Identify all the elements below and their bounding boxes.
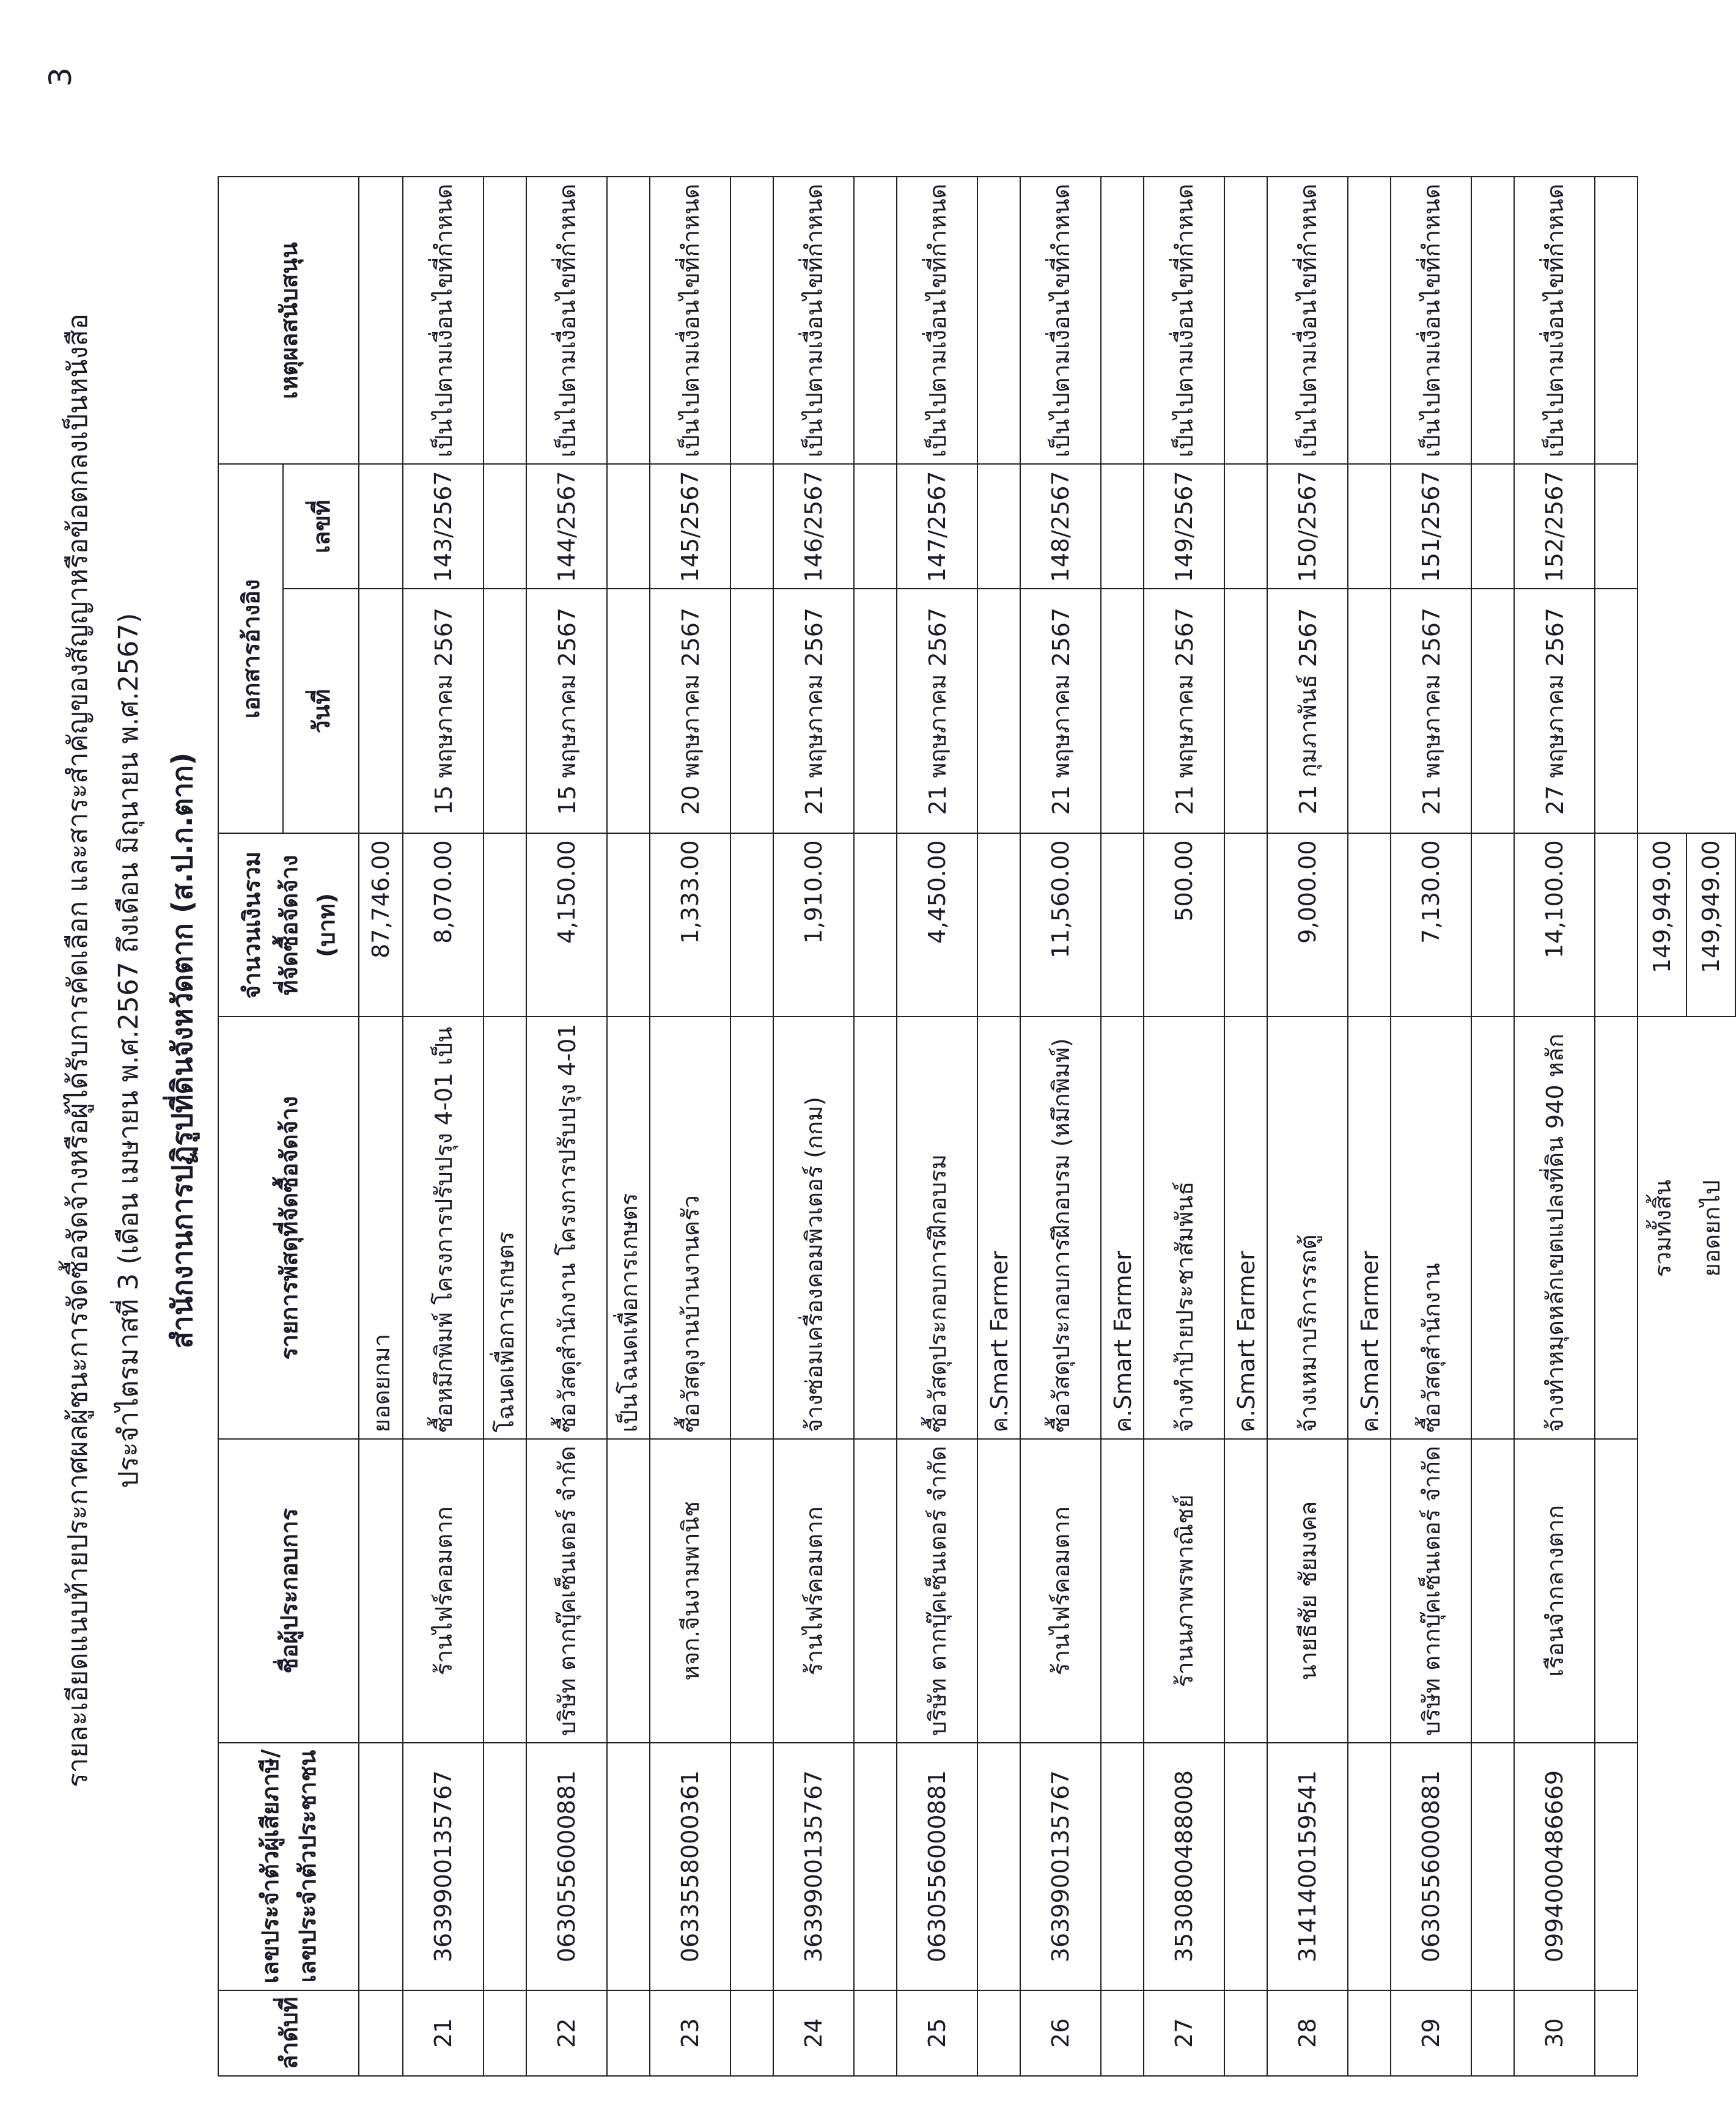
row-item-detail: [1471, 1017, 1514, 1439]
row-doc-no: 152/2567: [1514, 464, 1595, 589]
row-no: 21: [403, 1990, 484, 2076]
row-date: 21 พฤษภาคม 2567: [1144, 589, 1224, 833]
page-number: 3: [43, 67, 78, 87]
row-amount: 4,450.00: [897, 833, 977, 1017]
row-no: 22: [526, 1990, 607, 2076]
table-row: [1020, 177, 1101, 2077]
document-title: รายละเอียดแนบท้ายประกาศผลผู้ชนะการจัดซื้อจัดจ้างหรือผู้ได้รับการคัดเลือก และสาระสำคัญของสัญญาหรือข้อตกลงเป็นหนังสือ: [62, 314, 94, 1787]
total-row: [1686, 177, 1735, 2077]
total-label: รวมทั้งสิ้น: [1649, 1179, 1676, 1278]
col-reason: เหตุผลสนับสนุน: [218, 177, 359, 465]
table-row: [897, 177, 977, 2077]
row-amount: 9,000.00: [1267, 833, 1348, 1017]
col-doc-date: วันที่: [283, 589, 359, 833]
table-row-continued: [977, 177, 1020, 2077]
row-taxid: 3530800488008: [1144, 1743, 1224, 1990]
carry-in-amount: 87,746.00: [359, 833, 403, 1017]
row-item-detail: ค.Smart Farmer: [1101, 1017, 1144, 1439]
row-no: 26: [1020, 1990, 1101, 2076]
row-reason: เป็นไปตามเงื่อนไขที่กำหนด: [1391, 177, 1471, 465]
table-row: [773, 177, 854, 2077]
row-doc-no: 144/2567: [526, 464, 607, 589]
row-amount: 11,560.00: [1020, 833, 1101, 1017]
row-vendor: หจก.จีนงามพานิช: [650, 1439, 730, 1742]
row-no: 23: [650, 1990, 730, 2076]
header-row: [218, 177, 283, 2077]
row-taxid: 0994000486669: [1514, 1743, 1595, 1990]
table-row-continued: [1471, 177, 1514, 2077]
row-amount: 7,130.00: [1391, 833, 1471, 1017]
row-reason: เป็นไปตามเงื่อนไขที่กำหนด: [526, 177, 607, 465]
table-row-continued: [607, 177, 650, 2077]
row-doc-no: 143/2567: [403, 464, 484, 589]
row-no: 27: [1144, 1990, 1224, 2076]
row-reason: เป็นไปตามเงื่อนไขที่กำหนด: [650, 177, 730, 465]
table-row-continued: [854, 177, 897, 2077]
carry-in-label: ยอดยกมา: [359, 1017, 403, 1439]
row-vendor: เรือนจำกลางตาก: [1514, 1439, 1595, 1742]
row-taxid: 3639900135767: [773, 1743, 854, 1990]
table-row: [1514, 177, 1595, 2077]
table-row: [650, 177, 730, 2077]
row-doc-no: 149/2567: [1144, 464, 1224, 589]
row-date: 20 พฤษภาคม 2567: [650, 589, 730, 833]
row-item: ซื้อหมึกพิมพ์ โครงการปรับปรุง 4-01 เป็น: [403, 1017, 484, 1439]
row-amount: 4,150.00: [526, 833, 607, 1017]
agency-name: สำนักงานการปฏิรูปที่ดินจังหวัดตาก (ส.ป.ก.ตาก): [166, 752, 199, 1349]
row-item-detail: ค.Smart Farmer: [1348, 1017, 1391, 1439]
table-row: [526, 177, 607, 2077]
col-doc: เอกสารอ้างอิง: [218, 464, 283, 833]
row-reason: เป็นไปตามเงื่อนไขที่กำหนด: [403, 177, 484, 465]
row-date: 21 พฤษภาคม 2567: [897, 589, 977, 833]
table-row-continued: [484, 177, 526, 2077]
col-item: รายการพัสดุที่จัดซื้อจัดจ้าง: [218, 1017, 359, 1439]
row-reason: เป็นไปตามเงื่อนไขที่กำหนด: [1020, 177, 1101, 465]
col-vendor: ชื่อผู้ประกอบการ: [218, 1439, 359, 1742]
table-row: [1267, 177, 1348, 2077]
carry-out-label: ยอดยกไป: [1697, 1180, 1725, 1277]
total-amount: 149,949.00: [1638, 833, 1686, 1017]
row-item-detail: [730, 1017, 773, 1439]
carry-in-row: [359, 177, 403, 2077]
row-vendor: ร้านไฟร์คอมตาก: [403, 1439, 484, 1742]
row-doc-no: 146/2567: [773, 464, 854, 589]
row-item: ซื้อวัสดุประกอบการฝึกอบรม: [897, 1017, 977, 1439]
table-row: [1144, 177, 1224, 2077]
row-doc-no: 145/2567: [650, 464, 730, 589]
row-vendor: บริษัท ตากบุ๊คเซ็นเตอร์ จำกัด: [526, 1439, 607, 1742]
row-item: จ้างเหมาบริการรถตู้: [1267, 1017, 1348, 1439]
row-item-detail: ค.Smart Farmer: [977, 1017, 1020, 1439]
row-reason: เป็นไปตามเงื่อนไขที่กำหนด: [897, 177, 977, 465]
row-item-detail: [1595, 1017, 1638, 1439]
row-item: ซื้อวัสดุสำนักงาน โครงการปรับปรุง 4-01: [526, 1017, 607, 1439]
table-row-continued: [730, 177, 773, 2077]
col-doc-no: เลขที่: [283, 464, 359, 589]
row-doc-no: 147/2567: [897, 464, 977, 589]
row-vendor: ร้านไฟร์คอมตาก: [773, 1439, 854, 1742]
row-taxid: 3141400159541: [1267, 1743, 1348, 1990]
row-no: 29: [1391, 1990, 1471, 2076]
col-taxid: เลขประจำตัวผู้เสียภาษี/ เลขประจำตัวประชาชน: [218, 1743, 359, 1990]
row-item-detail: โฉนดเพื่อการเกษตร: [484, 1017, 526, 1439]
total-row: [1638, 177, 1686, 2077]
row-vendor: บริษัท ตากบุ๊คเซ็นเตอร์ จำกัด: [1391, 1439, 1471, 1742]
table-row-continued: [1595, 177, 1638, 2077]
row-amount: 500.00: [1144, 833, 1224, 1017]
row-taxid: 3639900135767: [403, 1743, 484, 1990]
row-no: 28: [1267, 1990, 1348, 2076]
row-no: 24: [773, 1990, 854, 2076]
row-item: ซื้อวัสดุประกอบการฝึกอบรม (หมึกพิมพ์): [1020, 1017, 1101, 1439]
row-item-detail: ค.Smart Farmer: [1224, 1017, 1267, 1439]
row-taxid: 0630556000881: [526, 1743, 607, 1990]
row-item: จ้างทำป้ายประชาสัมพันธ์: [1144, 1017, 1224, 1439]
row-taxid: 0630556000881: [1391, 1743, 1471, 1990]
row-item: จ้างทำหมุดหลักเขตแปลงที่ดิน 940 หลัก: [1514, 1017, 1595, 1439]
row-vendor: ร้านไฟร์คอมตาก: [1020, 1439, 1101, 1742]
table-row: [1391, 177, 1471, 2077]
col-no: ลำดับที่: [218, 1990, 359, 2076]
row-reason: เป็นไปตามเงื่อนไขที่กำหนด: [1267, 177, 1348, 465]
row-date: 21 กุมภาพันธ์ 2567: [1267, 589, 1348, 833]
procurement-table: [218, 177, 1736, 2077]
row-vendor: นายธีชัย ชัยมงคล: [1267, 1439, 1348, 1742]
row-doc-no: 148/2567: [1020, 464, 1101, 589]
row-no: 25: [897, 1990, 977, 2076]
row-reason: เป็นไปตามเงื่อนไขที่กำหนด: [773, 177, 854, 465]
row-taxid: 0630556000881: [897, 1743, 977, 1990]
table-row-continued: [1101, 177, 1144, 2077]
row-amount: 8,070.00: [403, 833, 484, 1017]
carry-out-amount: 149,949.00: [1686, 833, 1735, 1017]
row-taxid: 0633558000361: [650, 1743, 730, 1990]
table-row-continued: [1224, 177, 1267, 2077]
col-amount: จำนวนเงินรวม ที่จัดซื้อจัดจ้าง (บาท): [218, 833, 359, 1017]
row-date: 15 พฤษภาคม 2567: [403, 589, 484, 833]
row-amount: 1,333.00: [650, 833, 730, 1017]
row-doc-no: 150/2567: [1267, 464, 1348, 589]
document-period: ประจำไตรมาสที่ 3 (เดือน เมษายน พ.ศ.2567 ถึงเดือน มิถุนายน พ.ศ.2567): [113, 613, 144, 1488]
row-reason: เป็นไปตามเงื่อนไขที่กำหนด: [1514, 177, 1595, 465]
row-item-detail: [854, 1017, 897, 1439]
row-date: 21 พฤษภาคม 2567: [1020, 589, 1101, 833]
row-item: ซื้อวัสดุงานบ้านงานครัว: [650, 1017, 730, 1439]
row-doc-no: 151/2567: [1391, 464, 1471, 589]
row-date: 21 พฤษภาคม 2567: [1391, 589, 1471, 833]
row-taxid: 3639900135767: [1020, 1743, 1101, 1990]
row-reason: เป็นไปตามเงื่อนไขที่กำหนด: [1144, 177, 1224, 465]
row-date: 27 พฤษภาคม 2567: [1514, 589, 1595, 833]
row-no: 30: [1514, 1990, 1595, 2076]
table-row-continued: [1348, 177, 1391, 2077]
row-vendor: ร้านนภาพรพาณิชย์: [1144, 1439, 1224, 1742]
row-amount: 14,100.00: [1514, 833, 1595, 1017]
row-item: จ้างซ่อมเครื่องคอมพิวเตอร์ (กกม): [773, 1017, 854, 1439]
row-date: 15 พฤษภาคม 2567: [526, 589, 607, 833]
row-vendor: บริษัท ตากบุ๊คเซ็นเตอร์ จำกัด: [897, 1439, 977, 1742]
table-row: [403, 177, 484, 2077]
row-item: ซื้อวัสดุสำนักงาน: [1391, 1017, 1471, 1439]
row-item-detail: เป็นโฉนดเพื่อการเกษตร: [607, 1017, 650, 1439]
row-date: 21 พฤษภาคม 2567: [773, 589, 854, 833]
row-amount: 1,910.00: [773, 833, 854, 1017]
